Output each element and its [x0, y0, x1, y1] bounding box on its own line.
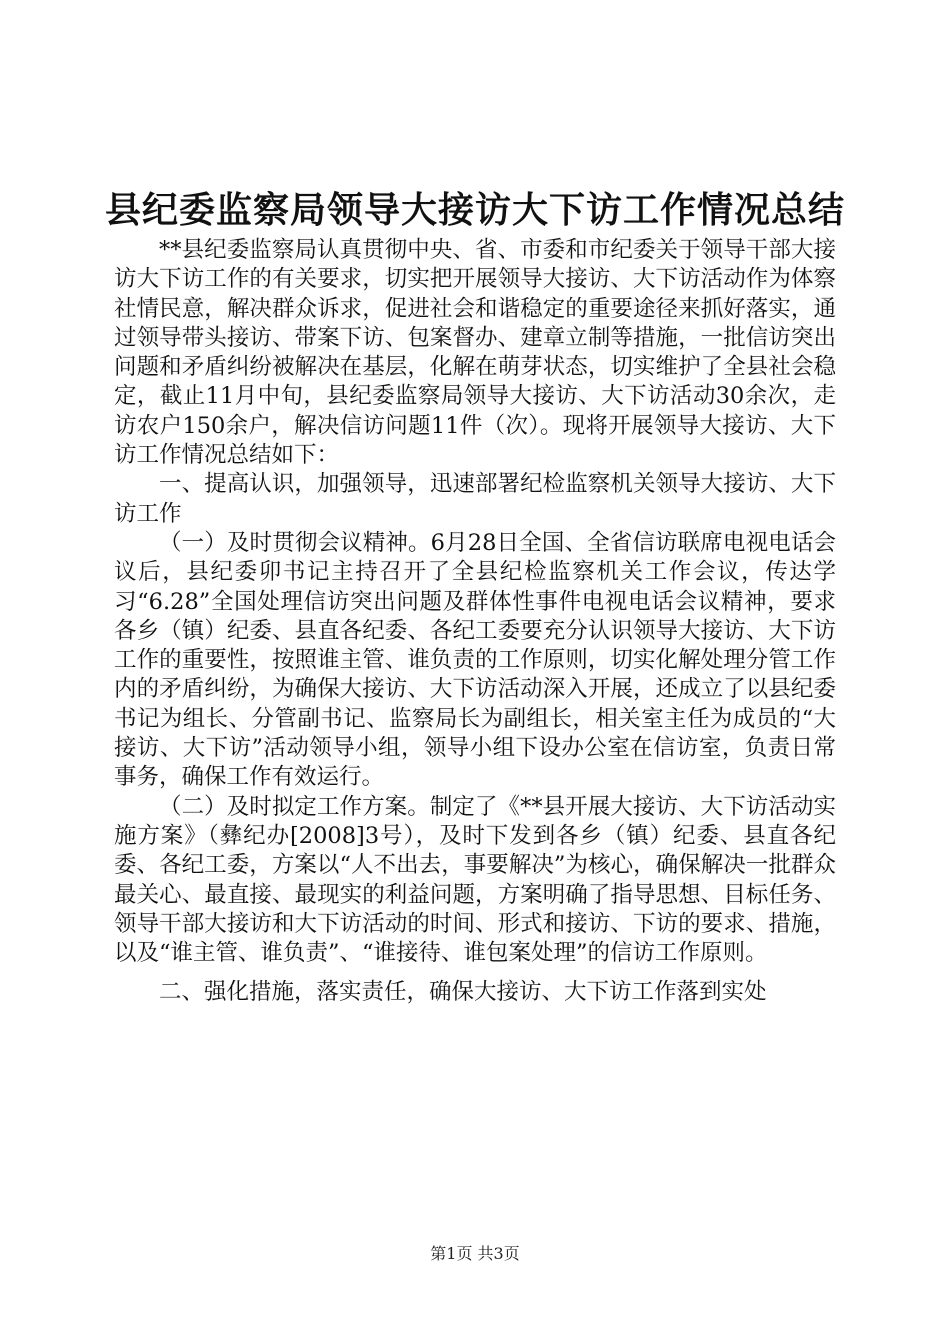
page-number-footer: 第1页 共3页 — [430, 1244, 520, 1263]
section-heading-two: 二、强化措施，落实责任，确保大接访、大下访工作落到实处 — [159, 979, 767, 1006]
paragraph-subsection-two: （二）及时拟定工作方案。制定了《**县开展大接访、大下访活动实施方案》（彝纪办[2008]3号），及时下发到各乡（镇）纪委、县直各纪委、各纪工委，方案以“人不出去，事要解决”为核心，确保解决一批群众最关心、最直接、最现实的利益问题，方案明确了指导思想、目标任务、领导干部大接访和大下访活动的时间、形式和接访、下访的要求、措施，以及“谁主管、谁负责”、“谁接待、谁包案处理”的信访工作原则。 — [114, 793, 836, 967]
section-heading-one: 一、提高认识，加强领导，迅速部署纪检监察机关领导大接访、大下访工作 — [114, 471, 836, 527]
paragraph-subsection-one: （一）及时贯彻会议精神。6月28日全国、全省信访联席电视电话会议后，县纪委卯书记主持召开了全县纪检监察机关工作会议，传达学习“6.28”全国处理信访突出问题及群体性事件电视电话会议精神，要求各乡（镇）纪委、县直各纪委、各纪工委要充分认识领导大接访、大下访工作的重要性，按照谁主管、谁负责的工作原则，切实化解处理分管工作内的矛盾纠纷，为确保大接访、大下访活动深入开展，还成立了以县纪委书记为组长、分管副书记、监察局长为副组长，相关室主任为成员的“大接访、大下访”活动领导小组，领导小组下设办公室在信访室，负责日常事务，确保工作有效运行。 — [114, 529, 836, 791]
document-title: 县纪委监察局领导大接访大下访工作情况总结 — [104, 189, 845, 231]
document-body — [114, 236, 836, 1008]
paragraph-intro: **县纪委监察局认真贯彻中央、省、市委和市纪委关于领导干部大接访大下访工作的有关要求，切实把开展领导大接访、大下访活动作为体察社情民意，解决群众诉求，促进社会和谐稳定的重要途径来抓好落实，通过领导带头接访、带案下访、包案督办、建章立制等措施，一批信访突出问题和矛盾纠纷被解决在基层，化解在萌芽状态，切实维护了全县社会稳定，截止11月中旬，县纪委监察局领导大接访、大下访活动30余次，走访农户150余户，解决信访问题11件（次）。现将开展领导大接访、大下访工作情况总结如下： — [114, 237, 836, 469]
